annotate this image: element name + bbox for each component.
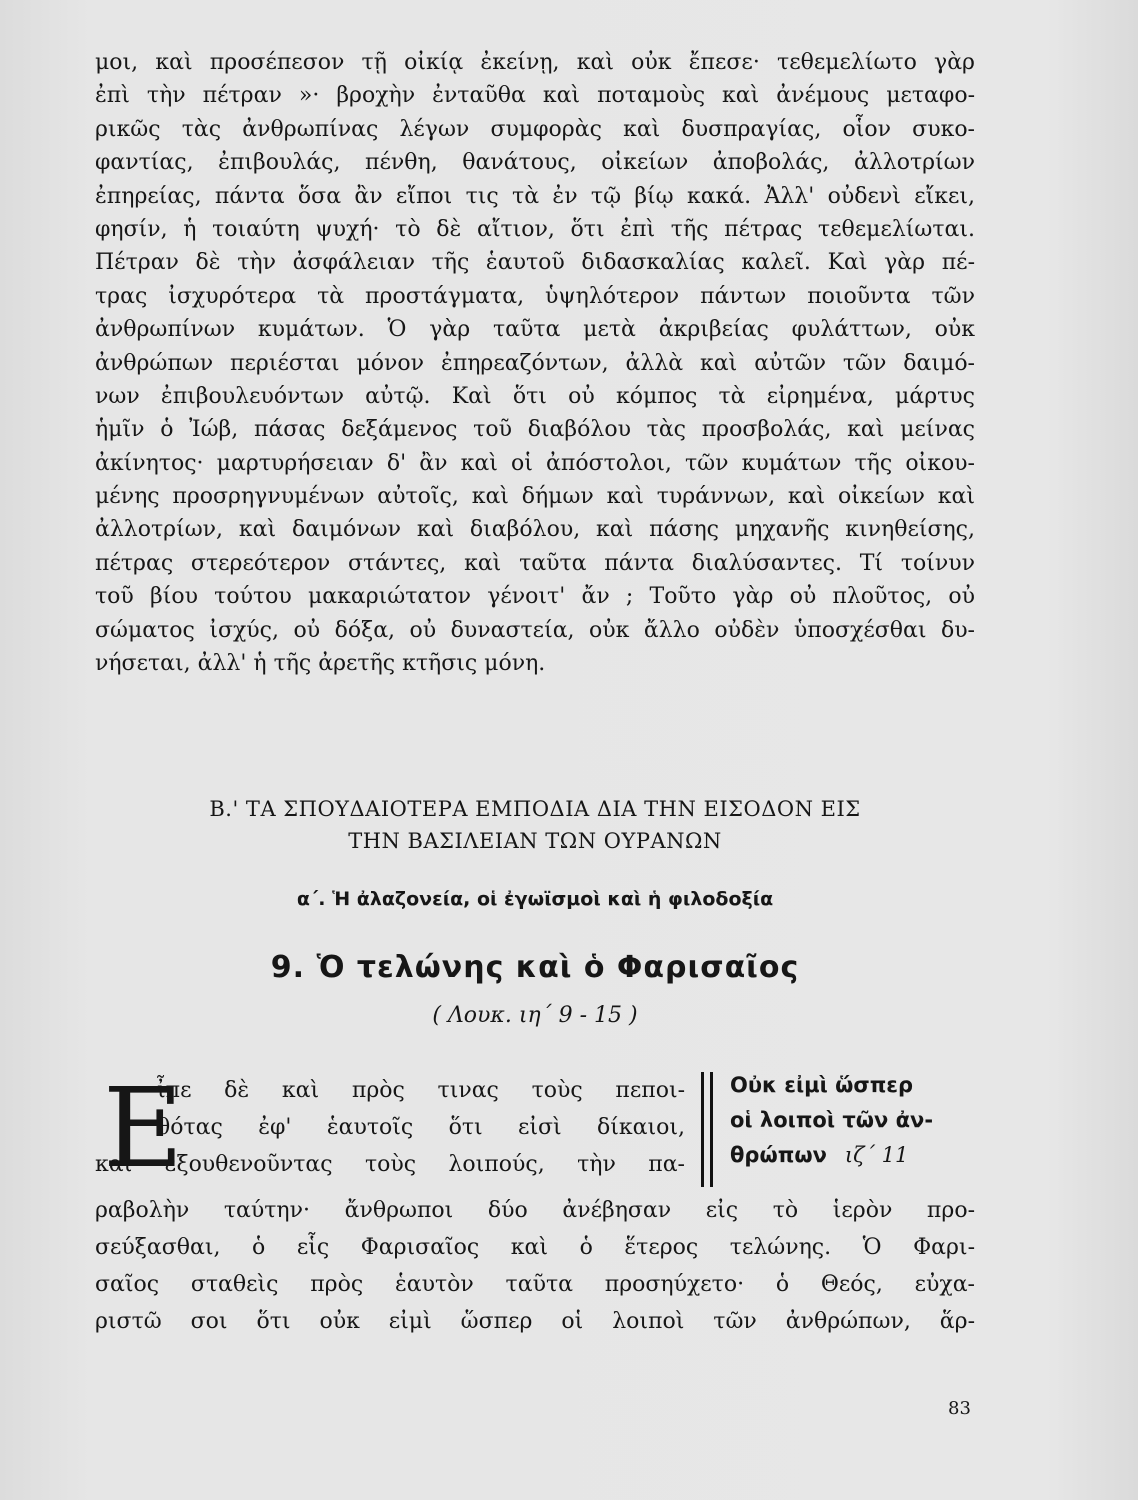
text-line: ρικῶς τὰς ἀνθρωπίνας λέγων συμφορὰς καὶ δυσπραγίας, οἷον συκο-: [95, 116, 975, 142]
section-heading-line: ΤΗΝ ΒΑΣΙΛΕΙΑΝ ΤΩΝ ΟΥΡΑΝΩΝ: [348, 829, 722, 853]
text-line: Πέτραν δὲ τὴν ἀσφάλειαν τῆς ἑαυτοῦ διδασκαλίας καλεῖ. Καὶ γὰρ πέ-: [95, 250, 975, 276]
text-line: σώματος ἰσχύς, οὐ δόξα, οὐ δυναστεία, οὐκ ἄλλο οὐδὲν ὑποσχέσθαι δυ-: [95, 617, 975, 643]
text-line: ἡμῖν ὁ Ἰώβ, πάσας δεξάμενος τοῦ διαβόλου τὰς προσβολάς, καὶ μείνας: [95, 417, 975, 443]
margin-note-divider: [701, 1072, 713, 1187]
text-line: φησίν, ἡ τοιαύτη ψυχή· τὸ δὲ αἴτιον, ὅτι ἐπὶ τῆς πέτρας τεθεμελίωται.: [95, 216, 975, 242]
text-line: νων ἐπιβουλευόντων αὐτῷ. Καὶ ὅτι οὐ κόμπος τὰ εἰρημένα, μάρτυς: [95, 383, 975, 409]
scripture-reference: ( Λουκ. ιη΄ 9 - 15 ): [432, 1003, 638, 1028]
text-line: καὶ ἐξουθενοῦντας τοὺς λοιπούς, τὴν πα-: [95, 1152, 685, 1177]
text-line: ἀκίνητος· μαρτυρήσειαν δ' ἂν καὶ οἱ ἀπόστολοι, τῶν κυμάτων τῆς οἰκου-: [95, 450, 975, 476]
text-line: μένης προσρηγνυμένων αὐτοῖς, καὶ δήμων καὶ τυράννων, καὶ οἰκείων καὶ: [95, 484, 975, 510]
text-line: μοι, καὶ προσέπεσον τῇ οἰκίᾳ ἐκείνῃ, καὶ οὐκ ἔπεσε· τεθεμελίωτο γὰρ: [95, 50, 975, 75]
sub-heading: α΄. Ἡ ἀλαζονεία, οἱ ἐγωϊσμοὶ καὶ ἡ φιλοδοξία: [296, 888, 774, 910]
text-line: φαντίας, ἐπιβουλάς, πένθη, θανάτους, οἰκείων ἀποβολάς, ἀλλοτρίων: [95, 150, 975, 176]
section-heading: [95, 793, 975, 857]
margin-note: [730, 1068, 980, 1173]
text-line: τοῦ βίου τούτου μακαριώτατον γένοιτ' ἄν ; Τοῦτο γὰρ οὐ πλοῦτος, οὐ: [95, 584, 975, 610]
section-heading-line: Β.' ΤΑ ΣΠΟΥΔΑΙΟΤΕΡΑ ΕΜΠΟΔΙΑ ΔΙΑ ΤΗΝ ΕΙΣΟΔΟΝ ΕΙΣ: [209, 797, 861, 821]
text-line: σεύξασθαι, ὁ εἷς Φαρισαῖος καὶ ὁ ἕτερος τελώνης. Ὁ Φαρι-: [95, 1235, 975, 1260]
text-line: θότας ἐφ' ἑαυτοῖς ὅτι εἰσὶ δίκαιοι,: [157, 1115, 685, 1140]
chapter-title: 9. Ὁ τελώνης καὶ ὁ Φαρισαῖος: [270, 950, 800, 985]
text-line: τρας ἰσχυρότερα τὰ προστάγματα, ὑψηλότερον πάντων ποιοῦντα τῶν: [95, 283, 975, 309]
text-line: ριστῶ σοι ὅτι οὐκ εἰμὶ ὥσπερ οἱ λοιποὶ τῶν ἀνθρώπων, ἅρ-: [95, 1309, 975, 1334]
opening-paragraph: [95, 1064, 685, 1192]
text-line: νήσεται, ἀλλ' ἡ τῆς ἀρετῆς κτῆσις μόνη.: [95, 651, 546, 677]
text-line: πέτρας στερεότερον στάντες, καὶ ταῦτα πάντα διαλύσαντες. Τί τοίνυν: [95, 550, 975, 576]
text-line: ἀνθρωπίνων κυμάτων. Ὁ γὰρ ταῦτα μετὰ ἀκριβείας φυλάττων, οὐκ: [95, 317, 975, 343]
body-paragraph: [95, 46, 975, 680]
drop-cap: Ε: [103, 1064, 184, 1192]
text-line: ἀλλοτρίων, καὶ δαιμόνων καὶ διαβόλου, καὶ πάσης μηχανῆς κινηθείσης,: [95, 517, 975, 543]
continued-paragraph: [95, 1192, 975, 1340]
margin-note-line: οἱ λοιποὶ τῶν ἀν-: [730, 1108, 934, 1132]
text-line: σαῖος σταθεὶς πρὸς ἑαυτὸν ταῦτα προσηύχετο· ὁ Θεός, εὐχα-: [95, 1272, 975, 1297]
text-line: ἶπε δὲ καὶ πρὸς τινας τοὺς πεποι-: [157, 1078, 685, 1103]
text-line: ραβολὴν ταύτην· ἄνθρωποι δύο ἀνέβησαν εἰς τὸ ἱερὸν προ-: [95, 1198, 975, 1223]
margin-note-ref: ιζ΄ 11: [844, 1143, 909, 1167]
margin-note-word: θρώπων: [730, 1143, 827, 1167]
margin-note-line: Οὐκ εἰμὶ ὥσπερ: [730, 1073, 914, 1097]
text-line: ἐπηρείας, πάντα ὅσα ἂν εἴποι τις τὰ ἐν τῷ βίῳ κακά. Ἀλλ' οὐδενὶ εἴκει,: [95, 183, 975, 209]
text-line: ἀνθρώπων περιέσται μόνον ἐπηρεαζόντων, ἀλλὰ καὶ αὐτῶν τῶν δαιμό-: [95, 350, 975, 376]
page-number: 83: [948, 1398, 971, 1419]
margin-note-line: [730, 1138, 980, 1173]
text-line: ἐπὶ τὴν πέτραν »· βροχὴν ἐνταῦθα καὶ ποταμοὺς καὶ ἀνέμους μεταφο-: [95, 83, 975, 109]
